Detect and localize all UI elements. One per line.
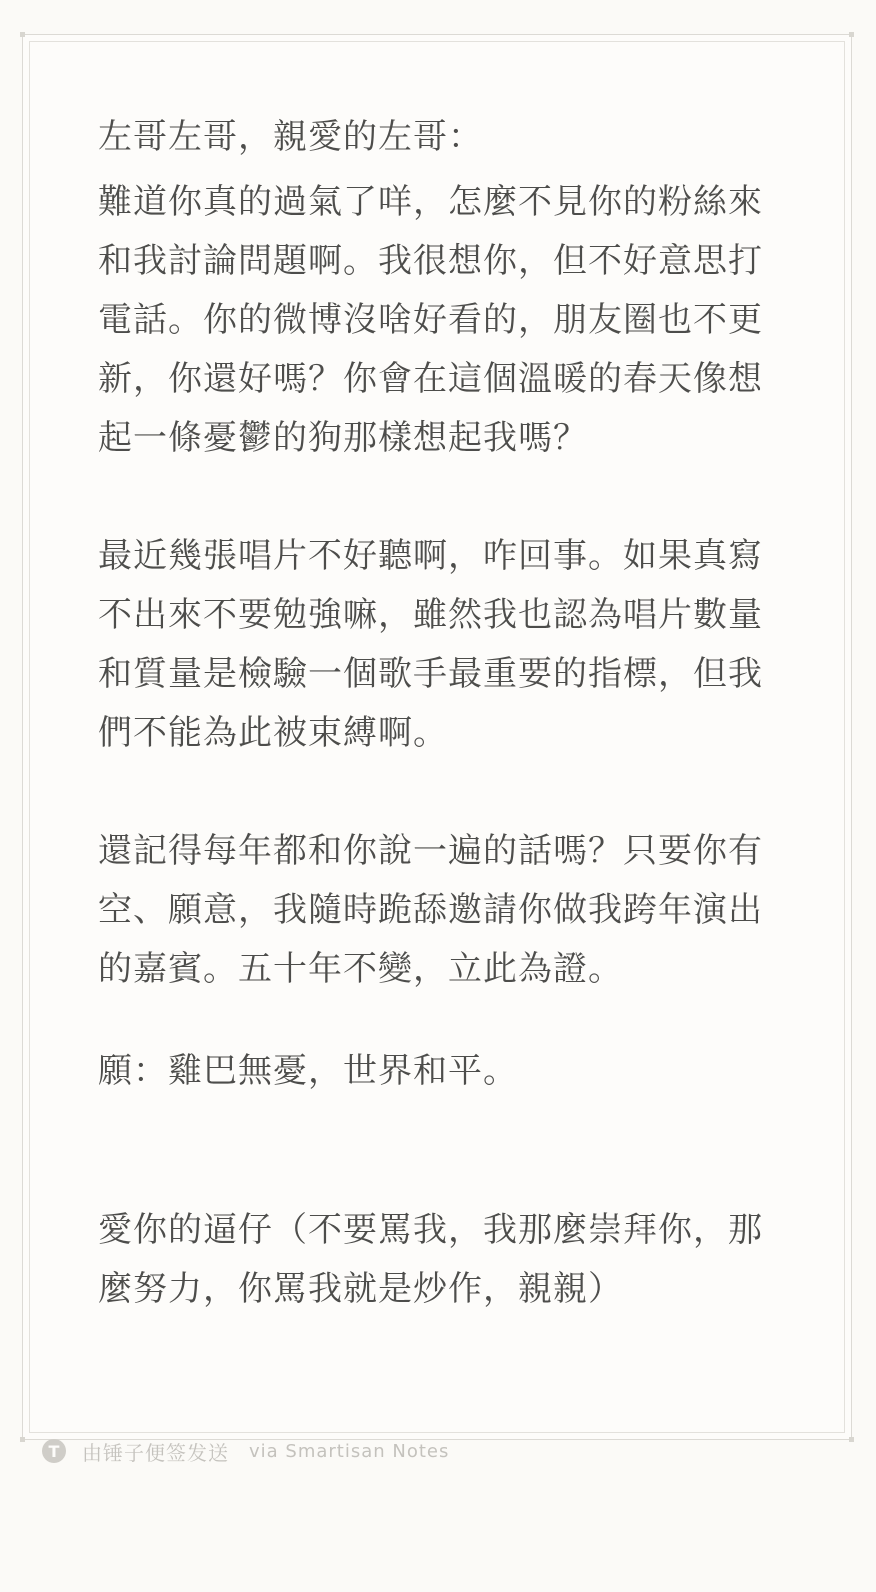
note-greeting: 左哥左哥，親愛的左哥： <box>98 117 483 157</box>
paragraph-spacer <box>98 763 788 822</box>
note-wish: 願：雞巴無憂，世界和平。 <box>98 1051 518 1091</box>
via-smartisan-label: via Smartisan Notes <box>249 1440 450 1462</box>
paragraph-spacer <box>98 468 788 527</box>
frame-corner-bottom-left <box>20 1437 25 1442</box>
frame-corner-bottom-right <box>849 1437 854 1442</box>
paragraph-spacer <box>98 999 788 1042</box>
note-paragraph-2: 最近幾張唱片不好聽啊，咋回事。如果真寫不出來不要勉強嘛，雖然我也認為唱片數量和質量是檢驗一個歌手最重要的指標，但我們不能為此被束縛啊。 <box>98 536 763 753</box>
note-paragraph-3: 還記得每年都和你說一遍的話嗎？只要你有空、願意，我隨時跪舔邀請你做我跨年演出的嘉賓。五十年不變，立此為證。 <box>98 831 763 989</box>
note-paragraph-1: 難道你真的過氣了咩，怎麼不見你的粉絲來和我討論問題啊。我很想你，但不好意思打電話。你的微博沒啥好看的，朋友圈也不更新，你還好嗎？你會在這個溫暖的春天像想起一條憂鬱的狗那樣想起我嗎？ <box>98 182 763 458</box>
frame-corner-top-left <box>20 32 25 37</box>
paragraph-spacer <box>98 1101 788 1201</box>
smartisan-logo-icon: T <box>42 1439 66 1463</box>
note-signoff: 愛你的逼仔（不要罵我，我那麼崇拜你，那麼努力，你罵我就是炒作，親親） <box>98 1210 763 1309</box>
note-body <box>98 108 788 1319</box>
sent-by-label: 由锤子便签发送 <box>82 1440 229 1465</box>
frame-corner-top-right <box>849 32 854 37</box>
sent-via-footer <box>42 1436 449 1466</box>
